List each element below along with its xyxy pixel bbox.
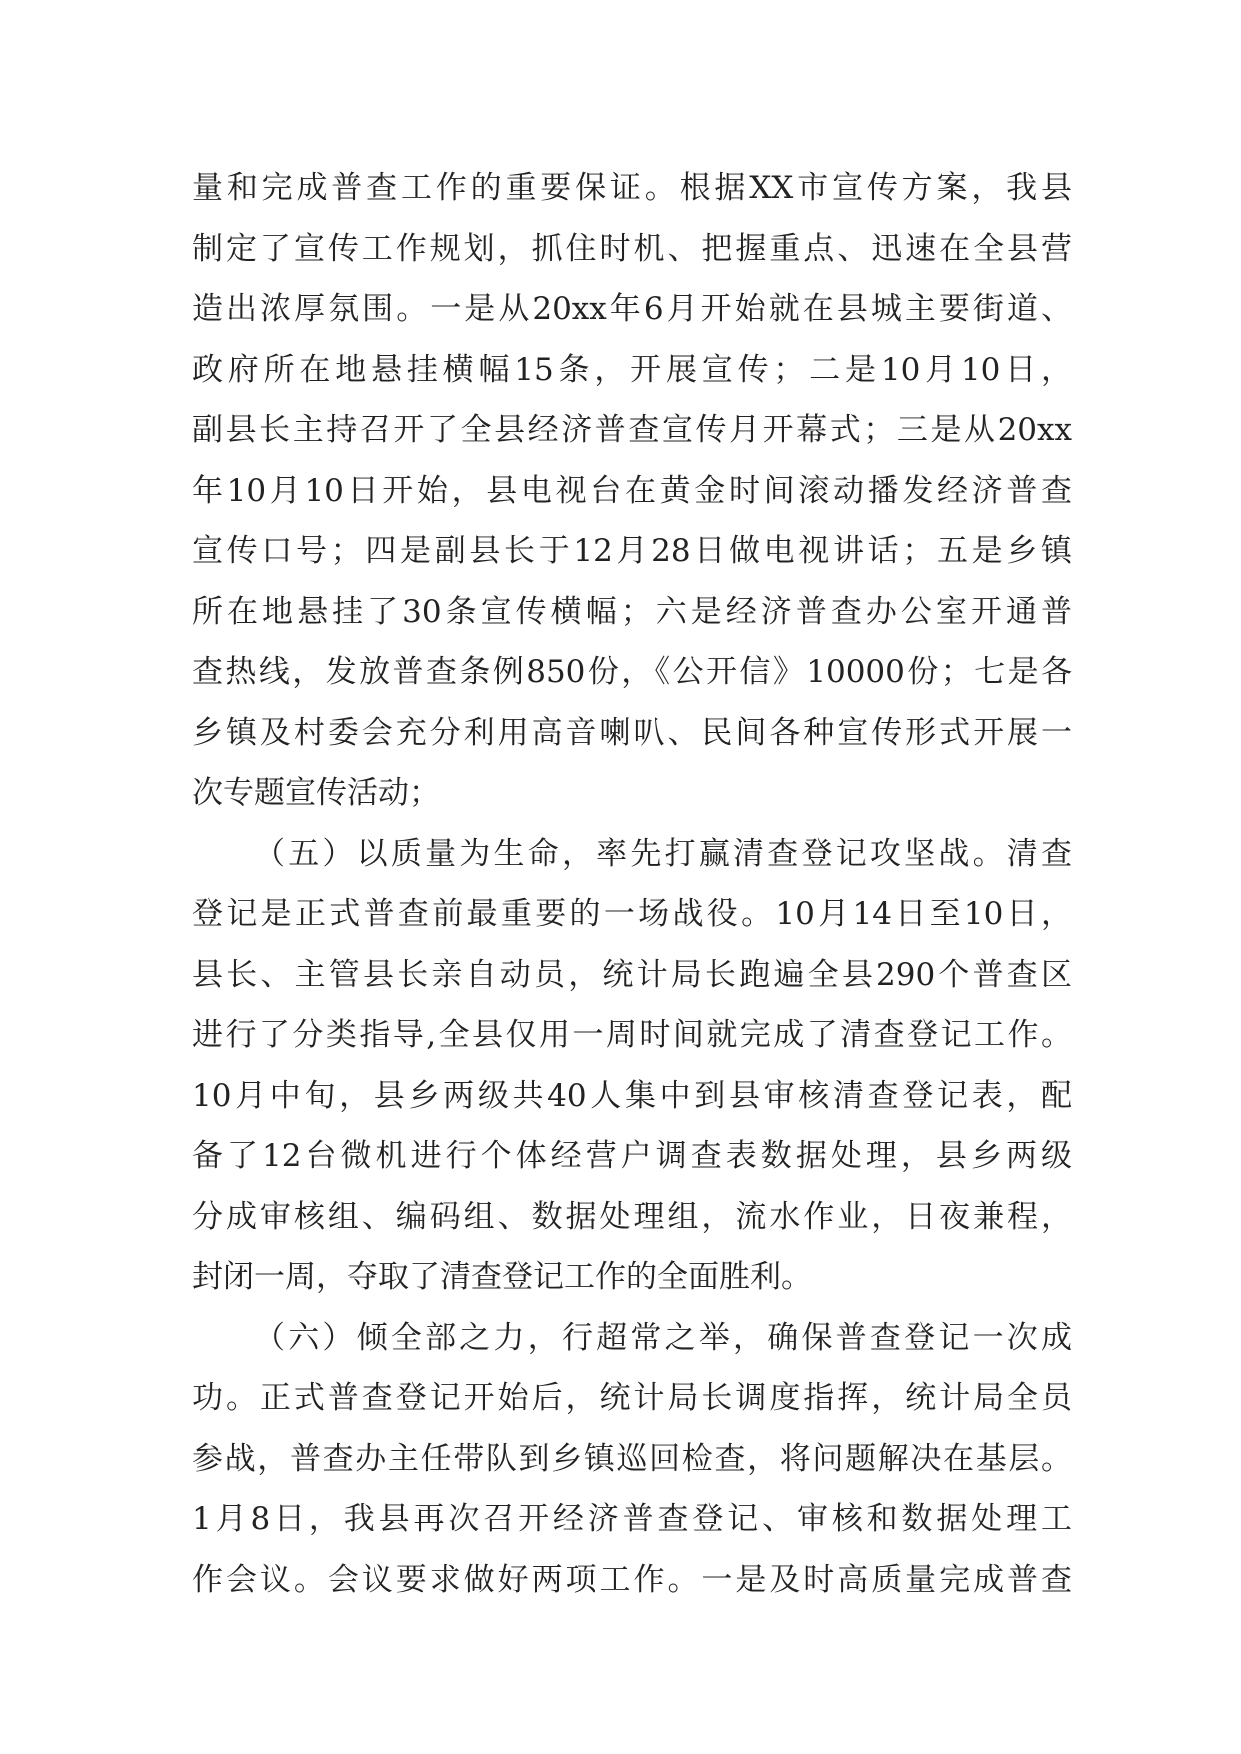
text-line: 参战，普查办主任带队到乡镇巡回检查，将问题解决在基层。 (192, 1440, 1072, 1477)
text-line: 分成审核组、编码组、数据处理组，流水作业，日夜兼程， (192, 1198, 1072, 1235)
text-line: 年10月10日开始，县电视台在黄金时间滚动播发经济普查 (192, 472, 1072, 509)
text-line: 副县长主持召开了全县经济普查宣传月开幕式；三是从20xx (192, 412, 1072, 448)
body-text (192, 158, 1072, 1610)
text-line: 10月中旬，县乡两级共40人集中到县审核清查登记表，配 (192, 1077, 1072, 1114)
text-line: （五）以质量为生命，率先打赢清查登记攻坚战。清查 (254, 835, 1072, 872)
text-line: 造出浓厚氛围。一是从20xx年6月开始就在县城主要街道、 (192, 291, 1072, 327)
text-line: 备了12台微机进行个体经营户调查表数据处理，县乡两级 (192, 1138, 1072, 1174)
text-line: 政府所在地悬挂横幅15条，开展宣传；二是10月10日， (192, 351, 1072, 388)
text-line: 所在地悬挂了30条宣传横幅；六是经济普查办公室开通普 (192, 593, 1072, 630)
text-line: 量和完成普查工作的重要保证。根据XX市宣传方案，我县 (192, 170, 1072, 206)
text-line: 封闭一周，夺取了清查登记工作的全面胜利。 (192, 1259, 812, 1295)
text-line: 作会议。会议要求做好两项工作。一是及时高质量完成普查 (192, 1561, 1072, 1598)
text-line: 县长、主管县长亲自动员，统计局长跑遍全县290个普查区 (192, 956, 1072, 993)
text-line: （六）倾全部之力，行超常之举，确保普查登记一次成 (254, 1319, 1072, 1356)
text-line: 次专题宣传活动； (192, 775, 440, 811)
text-line: 乡镇及村委会充分利用高音喇叭、民间各种宣传形式开展一 (192, 714, 1072, 751)
text-line: 查热线，发放普查条例850份，《公开信》10000份；七是各 (192, 654, 1072, 690)
text-line: 制定了宣传工作规划，抓住时机、把握重点、迅速在全县营 (192, 230, 1072, 267)
text-line: 功。正式普查登记开始后，统计局长调度指挥，统计局全员 (192, 1380, 1072, 1416)
text-line: 1月8日，我县再次召开经济普查登记、审核和数据处理工 (192, 1501, 1072, 1537)
text-line: 登记是正式普查前最重要的一场战役。10月14日至10日， (192, 896, 1072, 932)
text-line: 进行了分类指导,全县仅用一周时间就完成了清查登记工作。 (192, 1017, 1072, 1053)
text-line: 宣传口号；四是副县长于12月28日做电视讲话；五是乡镇 (192, 533, 1072, 569)
